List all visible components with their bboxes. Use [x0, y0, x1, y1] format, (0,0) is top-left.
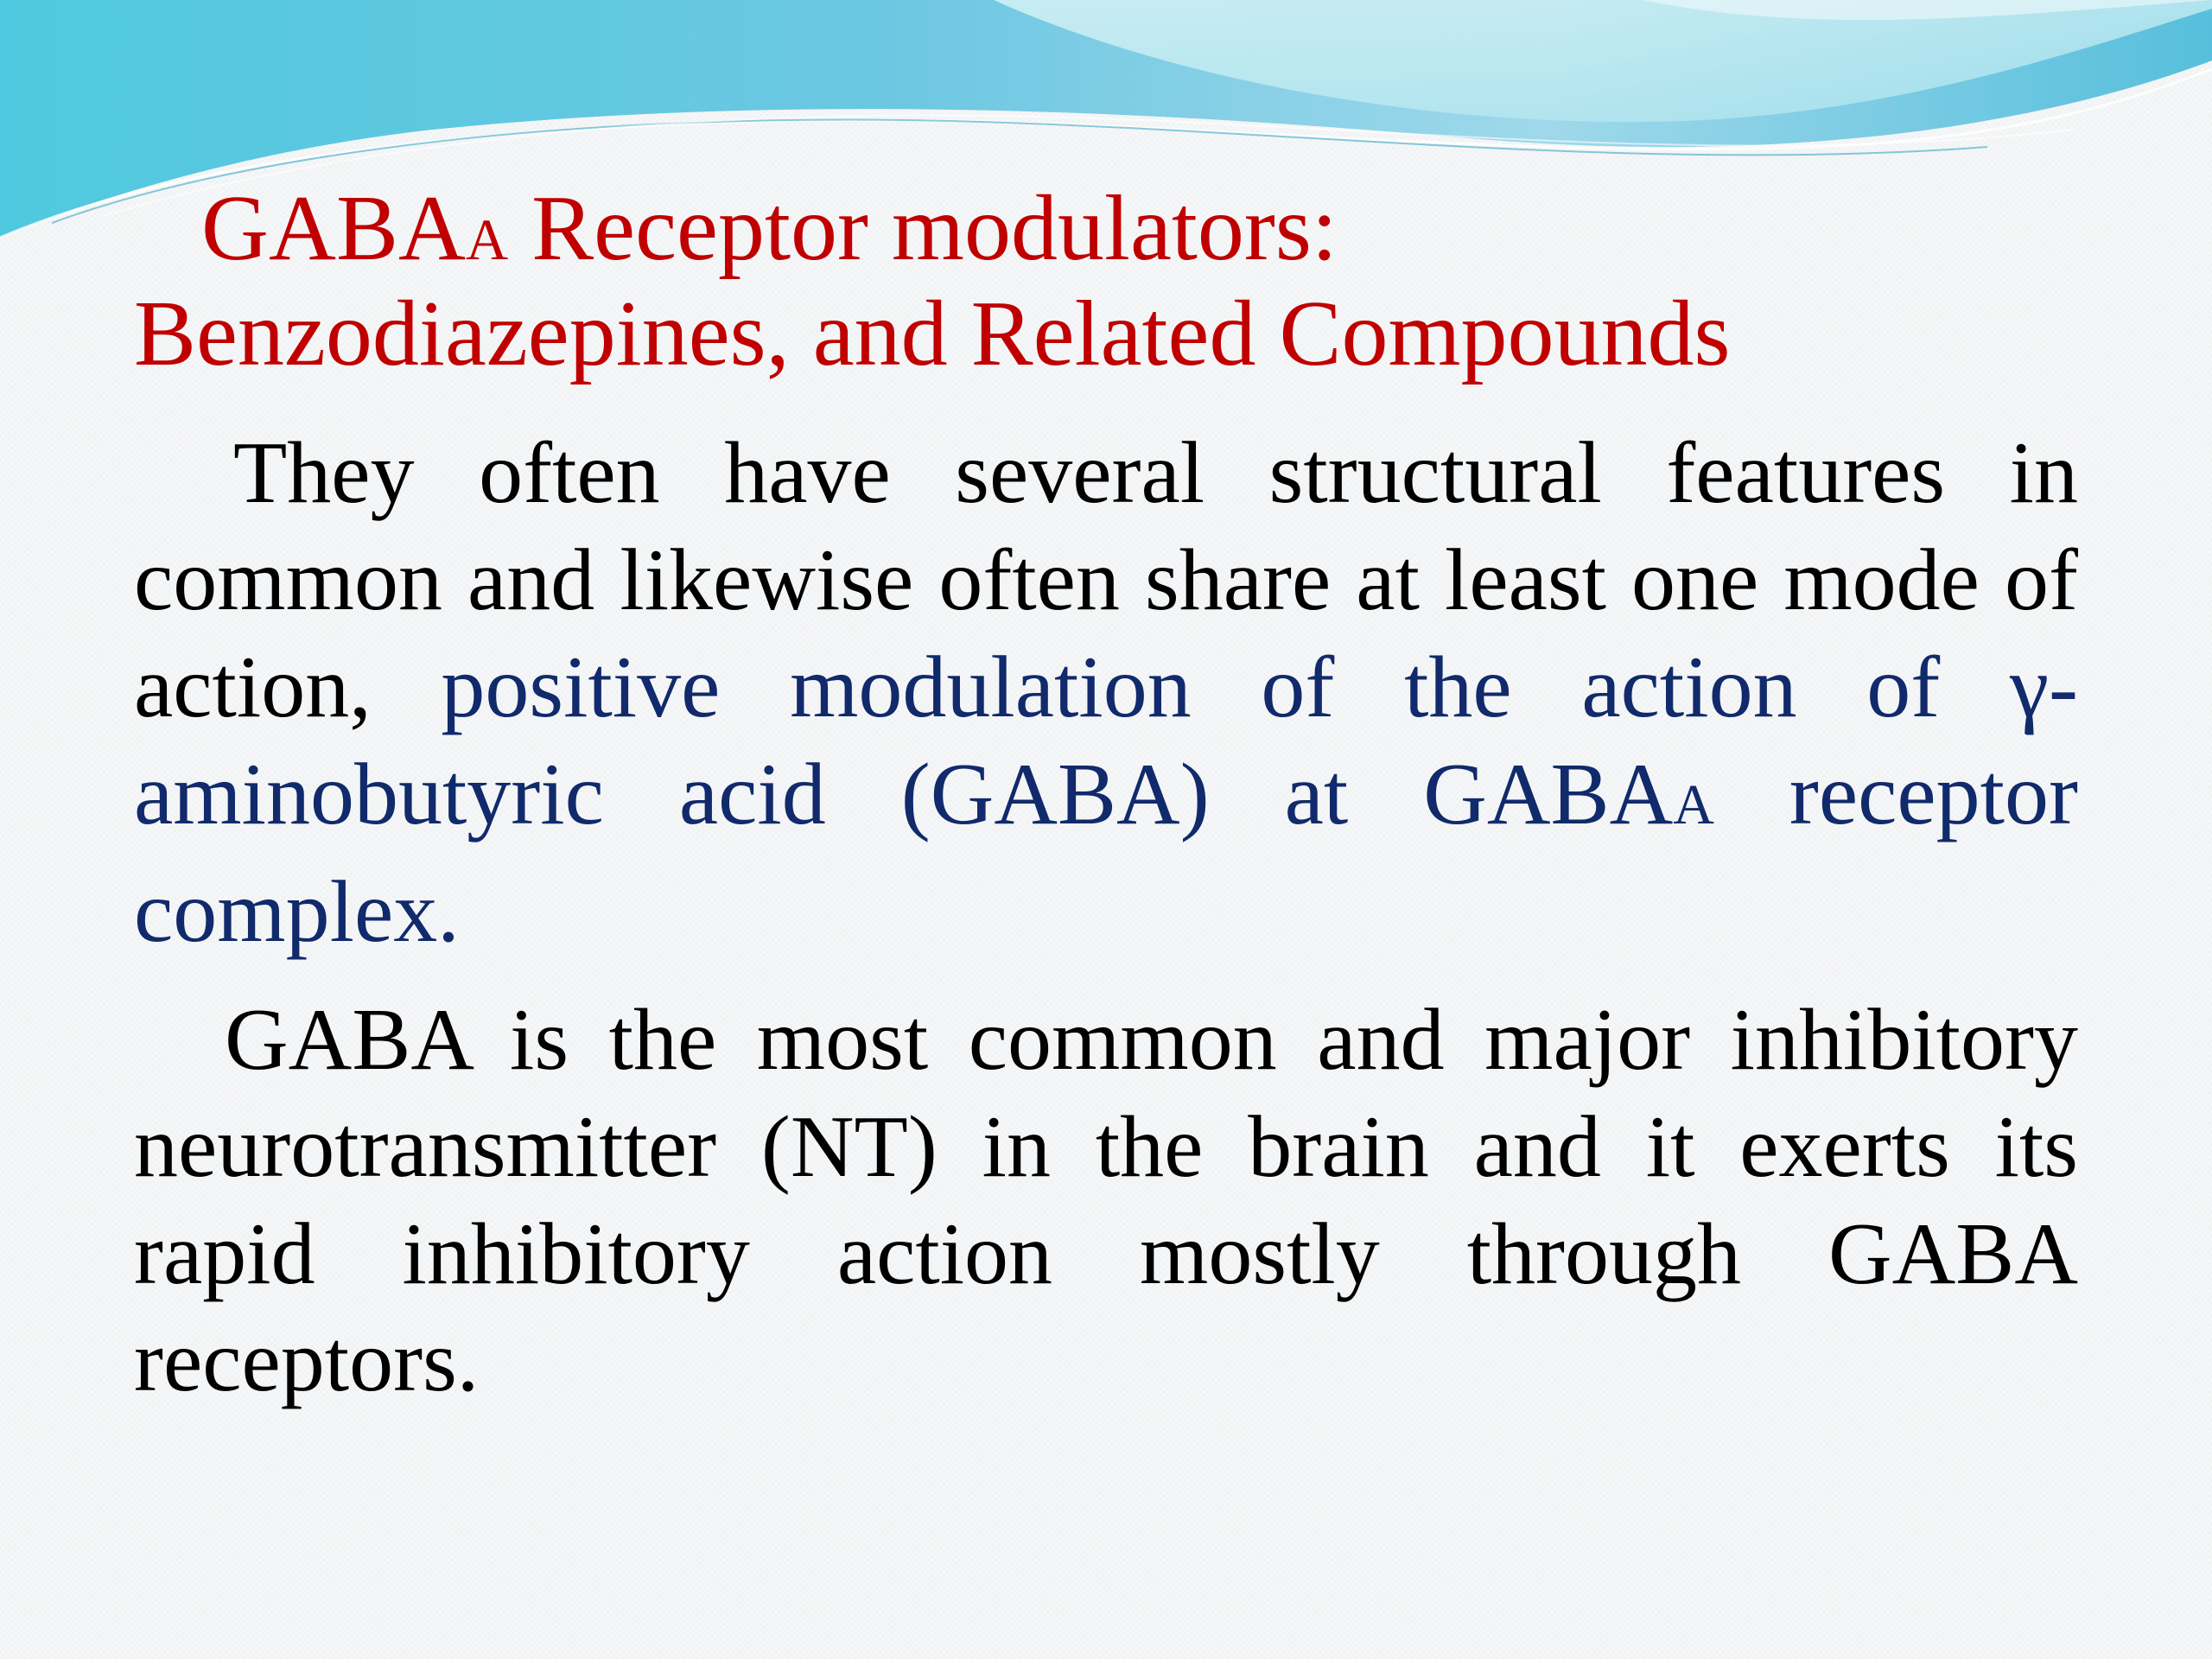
title-line-1	[134, 177, 2121, 287]
title-line-2: Benzodiazepines, and Related Compounds	[134, 283, 1731, 385]
paragraph-1	[134, 420, 2078, 966]
highlight-text: positive modulation of the action of γ-aminobutyric acid (GABA) at GABA	[134, 639, 2078, 843]
title-subscript-a: A	[466, 207, 509, 272]
paragraph-1-intro: They often have several structural features in common and likewise often share at least one mode of action,	[134, 424, 2078, 736]
title-receptor-modulators: Receptor modulators:	[508, 177, 1338, 280]
highlight-subscript-a: A	[1673, 773, 1714, 836]
title-gaba: GABA	[201, 177, 467, 280]
paragraph-2: GABA is the most common and major inhibitory neurotransmitter (NT) in the brain and it exerts its rapid inhibitory action mostly through GABA receptors.	[134, 991, 2078, 1410]
highlight-text-end: receptor complex.	[134, 746, 2078, 961]
slide-title	[134, 177, 2121, 385]
slide-body	[134, 420, 2078, 1415]
